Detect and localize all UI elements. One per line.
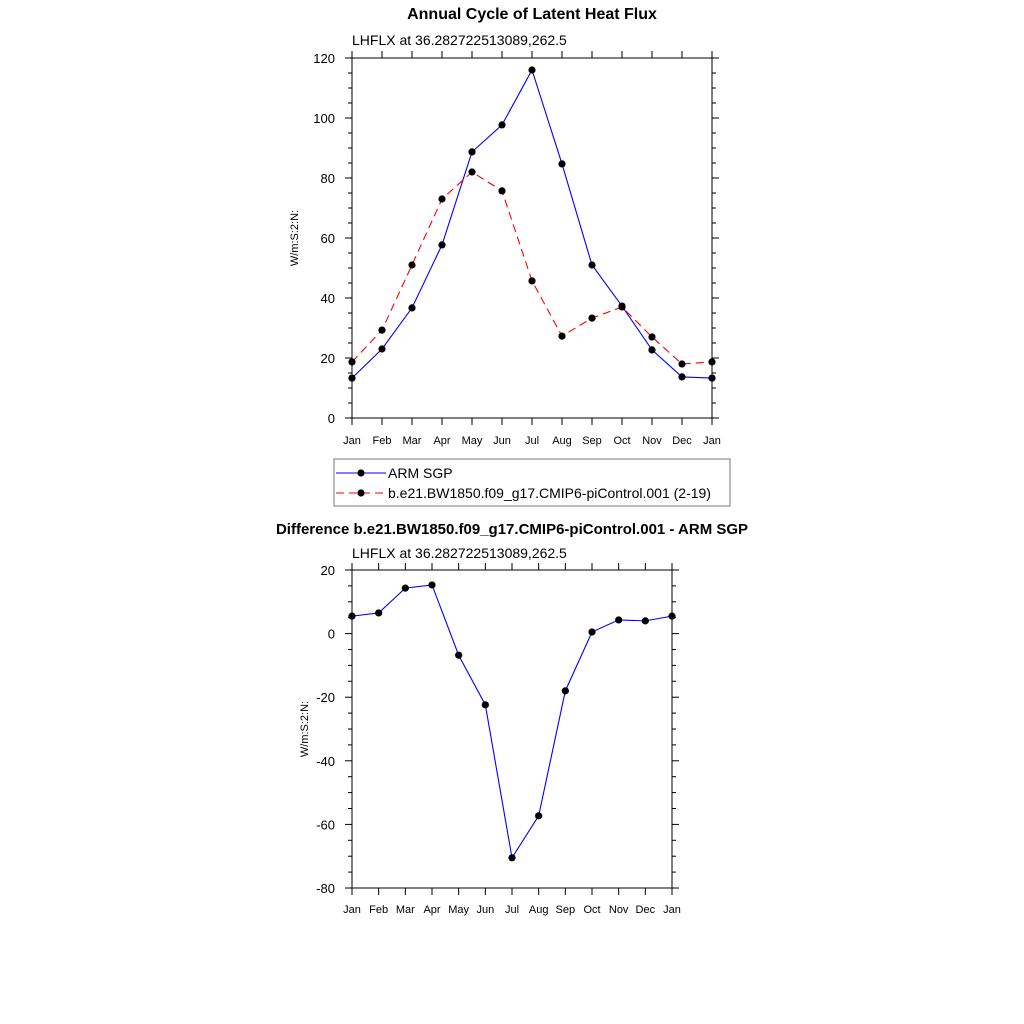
y-tick-label: 0: [327, 626, 335, 642]
x-tick-label: Jun: [493, 435, 511, 447]
y-tick-label: 40: [320, 291, 335, 306]
data-point: [378, 345, 385, 352]
data-point: [558, 333, 565, 340]
x-tick-label: Feb: [369, 904, 389, 916]
data-point: [708, 358, 715, 365]
data-point: [508, 854, 515, 861]
data-point: [588, 315, 595, 322]
data-point: [558, 160, 565, 167]
y-tick-label: -20: [316, 690, 335, 706]
data-point: [428, 581, 435, 588]
data-point: [482, 701, 489, 708]
data-point: [468, 148, 475, 155]
data-point: [498, 121, 505, 128]
x-tick-label: Oct: [583, 904, 601, 916]
x-tick-label: Dec: [672, 435, 692, 447]
plot-frame: [352, 58, 712, 418]
x-tick-label: Nov: [642, 435, 662, 447]
data-point: [378, 327, 385, 334]
x-tick-label: Dec: [635, 904, 656, 916]
data-point: [528, 66, 535, 73]
data-point: [348, 358, 355, 365]
data-point: [648, 333, 655, 340]
x-tick-label: Nov: [608, 904, 629, 916]
data-point: [642, 617, 649, 624]
x-tick-label: Apr: [423, 904, 441, 916]
y-tick-label: -40: [316, 753, 335, 769]
x-tick-label: May: [461, 435, 483, 447]
x-tick-label: Jul: [504, 904, 520, 916]
y-tick-label: 20: [320, 563, 335, 578]
x-tick-label: Apr: [433, 435, 451, 447]
x-tick-label: Jan: [663, 904, 681, 916]
data-point: [535, 812, 542, 819]
x-tick-label: Sep: [555, 904, 576, 916]
x-tick-label: Jun: [476, 904, 495, 916]
legend: [334, 459, 730, 506]
data-point: [668, 613, 675, 620]
x-tick-label: Aug: [552, 435, 572, 447]
legend-label: b.e21.BW1850.f09_g17.CMIP6-piControl.001 (2-19): [388, 485, 711, 501]
y-tick-label: 0: [327, 411, 335, 426]
x-tick-label: Mar: [402, 435, 422, 447]
data-point: [348, 375, 355, 382]
chart-subtitle: LHFLX at 36.282722513089,262.5: [352, 32, 567, 48]
data-point: [408, 304, 415, 311]
data-point: [348, 613, 355, 620]
y-axis-label: W/m:S:2:N:: [299, 700, 311, 758]
chart-2: [276, 521, 748, 916]
data-point: [678, 373, 685, 380]
x-tick-label: Aug: [528, 904, 549, 916]
chart-title: Difference b.e21.BW1850.f09_g17.CMIP6-piControl.001 - ARM SGP: [275, 521, 749, 538]
data-point: [528, 277, 535, 284]
y-tick-label: 20: [320, 351, 335, 366]
series-line-1: [352, 70, 712, 378]
x-tick-label: Feb: [372, 435, 392, 447]
data-point: [375, 609, 382, 616]
data-point: [438, 241, 445, 248]
x-tick-label: Sep: [582, 435, 602, 447]
y-tick-label: 120: [313, 51, 335, 66]
series-line-2: [352, 172, 712, 364]
x-tick-label: Jan: [703, 435, 721, 447]
x-tick-label: Mar: [395, 904, 415, 916]
data-point: [588, 628, 595, 635]
legend-marker: [357, 469, 364, 476]
data-point: [402, 585, 409, 592]
data-point: [708, 375, 715, 382]
y-tick-label: 100: [313, 111, 335, 126]
y-tick-label: 80: [320, 171, 335, 186]
y-axis-label: W/m:S:2:N:: [289, 209, 301, 267]
plot-frame: [352, 570, 672, 888]
x-tick-label: Jan: [343, 904, 361, 916]
x-tick-label: Jan: [343, 435, 361, 447]
data-point: [468, 168, 475, 175]
chart-title: Annual Cycle of Latent Heat Flux: [407, 6, 657, 23]
x-tick-label: May: [448, 904, 470, 916]
x-tick-label: Oct: [613, 435, 631, 447]
data-point: [562, 687, 569, 694]
data-point: [618, 303, 625, 310]
data-point: [455, 652, 462, 659]
chart-1: [289, 6, 730, 506]
data-point: [588, 261, 595, 268]
series-line-1: [352, 585, 672, 858]
data-point: [438, 195, 445, 202]
data-point: [615, 616, 622, 623]
data-point: [498, 187, 505, 194]
y-tick-label: -60: [316, 817, 335, 833]
legend-label: ARM SGP: [388, 465, 453, 481]
data-point: [408, 261, 415, 268]
y-tick-label: -80: [316, 881, 335, 896]
chart-subtitle: LHFLX at 36.282722513089,262.5: [352, 545, 567, 561]
x-tick-label: Jul: [524, 435, 540, 447]
data-point: [678, 360, 685, 367]
data-point: [648, 346, 655, 353]
y-tick-label: 60: [320, 231, 335, 246]
legend-marker: [357, 489, 364, 496]
